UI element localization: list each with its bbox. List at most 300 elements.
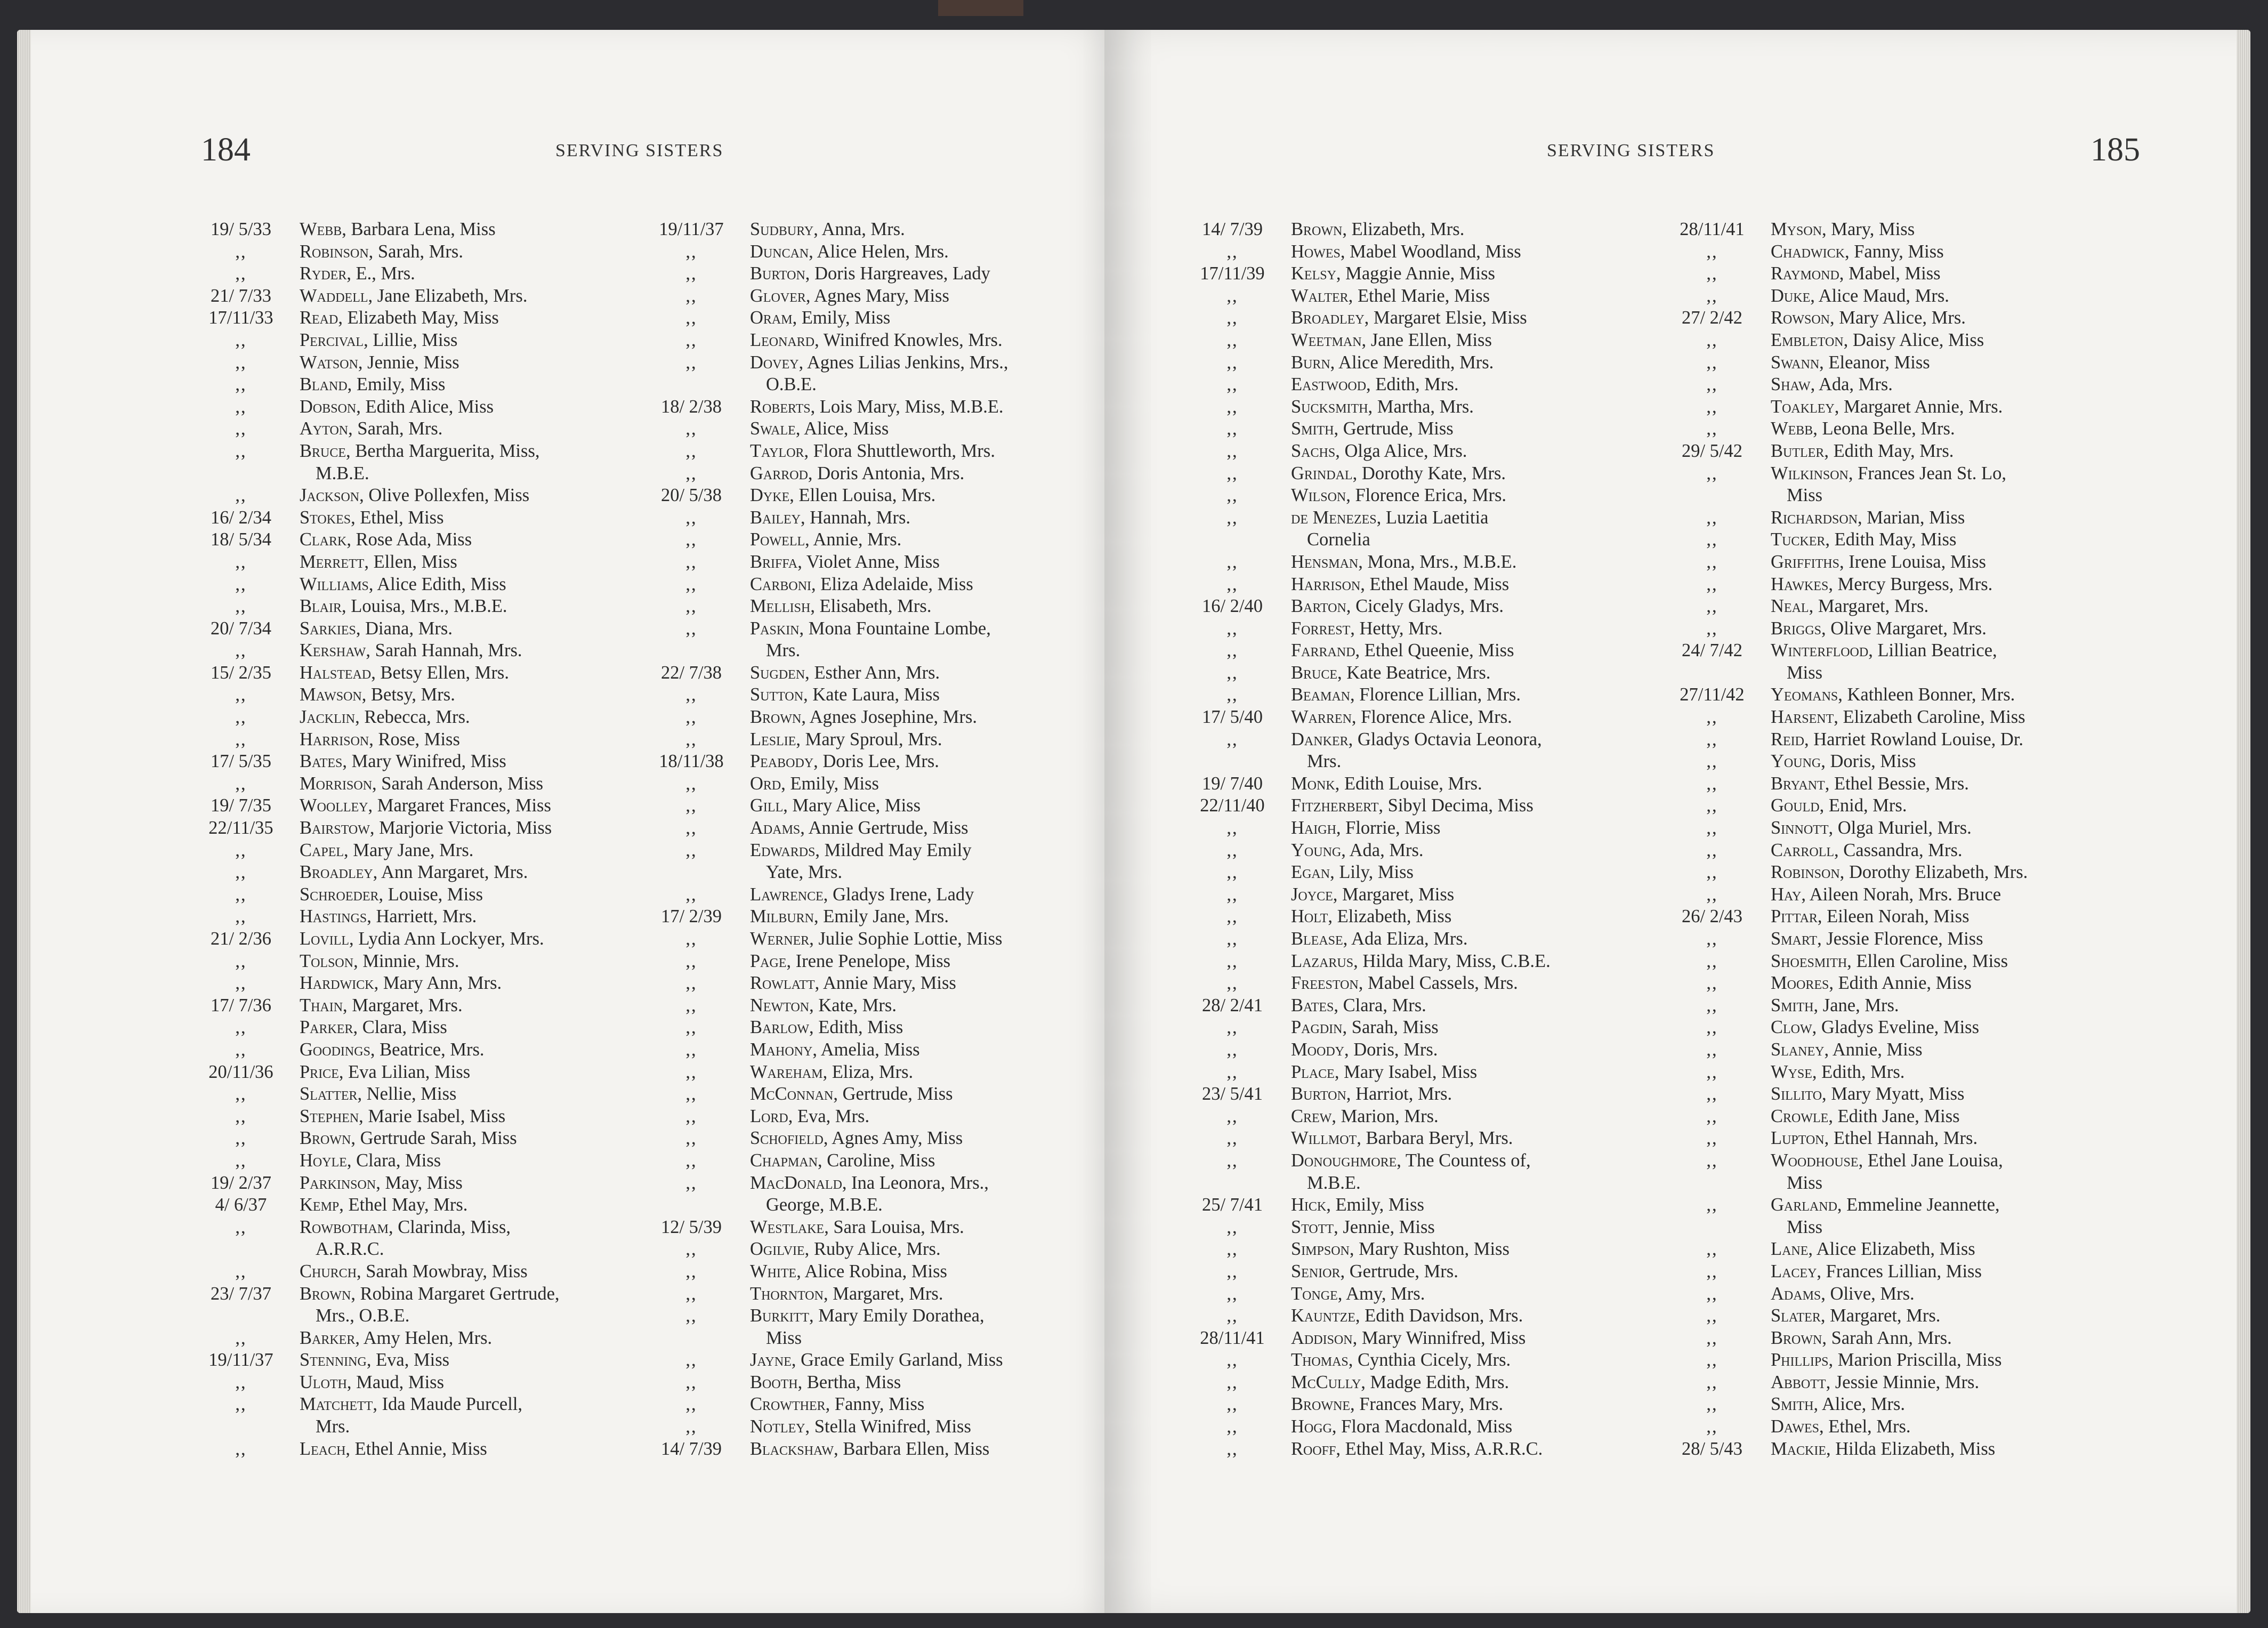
entry-given-names: Elizabeth, Mrs. [1351, 219, 1465, 239]
entry-name [1771, 884, 2001, 905]
entry-name [300, 241, 463, 262]
entry-date: ,, [1706, 418, 1718, 439]
entry-date: ,, [1226, 507, 1238, 528]
entry-date: ,, [1226, 884, 1238, 905]
entry-name [1291, 241, 1521, 262]
entry-given-names: Ethel May, Miss, A.R.R.C. [1345, 1438, 1543, 1459]
entry-date: ,, [1706, 1261, 1718, 1282]
entry-given-names: Mona, Mrs., M.B.E. [1367, 551, 1517, 572]
entry-name [1291, 1416, 1512, 1437]
entry-name [300, 1195, 467, 1215]
entry-date: ,, [1226, 862, 1238, 883]
entry-surname: Lacey, [1771, 1261, 1822, 1282]
entry-date: ,, [1706, 618, 1718, 639]
entry-date: ,, [685, 1283, 697, 1304]
entry-given-names: Dorothy Kate, Mrs. [1361, 463, 1506, 483]
entry-name [300, 906, 477, 927]
entry-date: 16/ 2/34 [210, 507, 272, 528]
entry-name [1291, 308, 1527, 328]
entry-date: ,, [1226, 1150, 1238, 1171]
entry-surname: Moody, [1291, 1039, 1349, 1060]
entry-name [1771, 374, 1893, 395]
entry-given-names: Diana, Mrs. [365, 618, 453, 639]
entry-date: ,, [1226, 241, 1238, 262]
entry-given-names: Kathleen Bonner, Mrs. [1847, 684, 2015, 705]
entry-date: ,, [1226, 485, 1238, 506]
entry-date: ,, [235, 862, 247, 883]
entry-surname: Kershaw, [300, 640, 370, 661]
entry-date: ,, [1706, 596, 1718, 617]
entry-surname: Slater, [1771, 1305, 1826, 1326]
entry-given-names: Nellie, Miss [366, 1084, 457, 1105]
entry-given-names: Jessie Minnie, Mrs. [1835, 1372, 1980, 1392]
entry-surname: Price, [300, 1061, 344, 1082]
entry-date: ,, [1226, 1372, 1238, 1392]
entry-name [750, 552, 940, 573]
entry-name [750, 1305, 984, 1326]
entry-name [1771, 1084, 1964, 1105]
entry-name [300, 1084, 456, 1105]
entry-name [300, 330, 457, 351]
entry-date: 14/ 7/39 [1201, 219, 1263, 239]
entry-surname: Morrison, [300, 773, 377, 794]
entry-name [1787, 485, 1822, 506]
entry-date: ,, [235, 1327, 247, 1348]
entry-given-names: Dorothy Elizabeth, Mrs. [1849, 862, 2028, 883]
entry-surname: Page, [750, 950, 792, 971]
entry-surname: Brown, [750, 707, 806, 728]
entry-given-names: Martha, Mrs. [1377, 396, 1474, 417]
entry-surname: Ogilvie, [750, 1239, 810, 1260]
entry-surname: Woolley, [300, 795, 373, 816]
entry-surname: Brown, [1291, 219, 1347, 239]
entry-name [750, 574, 973, 595]
entry-surname: Bailey, [750, 507, 805, 528]
entry-given-names: Edith Davidson, Mrs. [1365, 1305, 1523, 1326]
entry-name [1771, 1239, 1975, 1260]
entry-surname: Farrand, [1291, 640, 1360, 661]
entry-name [1787, 1217, 1822, 1238]
entry-surname: Barlow, [750, 1017, 814, 1038]
entry-surname: Hastings, [300, 906, 372, 927]
entry-name [750, 973, 956, 994]
entry-given-names: Clara, Miss [356, 1150, 441, 1171]
entry-date: ,, [235, 352, 247, 373]
entry-surname: Booth, [750, 1372, 803, 1392]
entry-name [1771, 618, 1987, 639]
entry-date: ,, [1226, 1416, 1238, 1437]
entry-surname: Schroeder, [300, 884, 384, 905]
entry-given-names: Ada, Mrs. [1349, 840, 1424, 860]
entry-date: ,, [1706, 884, 1718, 905]
entry-given-names: Miss [1787, 662, 1823, 683]
entry-given-names: Sarah, Miss [1351, 1017, 1439, 1038]
entry-name [1771, 1305, 1940, 1326]
left-page [17, 30, 1116, 1613]
entry-given-names: Florrie, Miss [1345, 818, 1441, 839]
entry-surname: Rowson, [1771, 308, 1835, 328]
entry-date: ,, [1226, 1239, 1238, 1260]
entry-surname: Kemp, [300, 1195, 344, 1215]
entry-surname: Crew, [1291, 1106, 1336, 1126]
entry-surname: Walter, [1291, 285, 1353, 306]
entry-name [1771, 263, 1941, 284]
entry-date: ,, [235, 396, 247, 417]
entry-date: 18/ 5/34 [210, 529, 272, 550]
entry-surname: Moores, [1771, 973, 1834, 994]
entry-date: ,, [1226, 1261, 1238, 1282]
entry-date: 29/ 5/42 [1681, 440, 1743, 461]
entry-date: ,, [1226, 1128, 1238, 1149]
entry-surname: Taylor, [750, 440, 809, 461]
entry-surname: Merrett, [300, 551, 369, 572]
entry-given-names: Alice Helen, Mrs. [817, 241, 949, 262]
entry-date: ,, [1226, 1039, 1238, 1060]
entry-given-names: Jane Ellen, Miss [1370, 329, 1492, 350]
entry-date: ,, [1706, 1416, 1718, 1437]
entry-given-names: Ada, Mrs. [1818, 374, 1893, 395]
entry-surname: Lawrence, [750, 884, 828, 905]
entry-date: ,, [1706, 1239, 1718, 1260]
entry-given-names: Madge Edith, Mrs. [1370, 1372, 1510, 1392]
entry-name [1771, 507, 1965, 528]
entry-surname: Burn, [1291, 352, 1335, 373]
entry-date: ,, [235, 374, 247, 395]
entry-surname: Stenning, [300, 1350, 372, 1371]
entry-date: ,, [685, 1106, 697, 1126]
entry-given-names: Hilda Mary, Miss, C.B.E. [1362, 950, 1551, 971]
entry-name [300, 1372, 444, 1393]
entry-surname: Stott, [1291, 1216, 1338, 1237]
entry-name [300, 1128, 517, 1149]
entry-given-names: Sibyl Decima, Miss [1387, 795, 1533, 816]
entry-date: ,, [685, 440, 697, 461]
entry-given-names: Doris, Miss [1830, 751, 1916, 772]
entry-given-names: Mrs. [766, 640, 801, 661]
entry-given-names: Gertrude, Miss [1343, 418, 1454, 439]
entry-name [1291, 1084, 1452, 1105]
entry-date: ,, [1706, 950, 1718, 971]
entry-given-names: Doris Antonia, Mrs. [817, 463, 965, 483]
entry-name [750, 773, 879, 794]
entry-name [300, 1106, 505, 1127]
entry-given-names: Mary Jane, Mrs. [353, 840, 474, 860]
entry-surname: Gill, [750, 795, 788, 816]
entry-given-names: Julie Sophie Lottie, Miss [818, 929, 1003, 949]
entry-surname: Forrest, [1291, 618, 1355, 639]
entry-surname: Hay, [1771, 884, 1806, 905]
entry-name [1291, 1150, 1531, 1171]
entry-name [1291, 995, 1426, 1016]
entry-surname: Addison, [1291, 1327, 1358, 1348]
entry-date: 23/ 5/41 [1201, 1084, 1263, 1105]
entry-surname: Willmot, [1291, 1128, 1361, 1149]
entry-surname: Thornton, [750, 1283, 828, 1304]
entry-given-names: Kate Laura, Miss [812, 684, 940, 705]
entry-surname: Tucker, [1771, 529, 1830, 550]
entry-given-names: Margaret, Mrs. [1830, 1305, 1941, 1326]
entry-name [1771, 929, 1983, 949]
entry-date: ,, [685, 263, 697, 284]
entry-date: ,, [685, 352, 697, 373]
entry-surname: Warren, [1291, 707, 1357, 728]
entry-name [1771, 1261, 1982, 1282]
entry-given-names: Ada Eliza, Mrs. [1351, 929, 1468, 949]
entry-date: ,, [685, 973, 697, 994]
entry-name [750, 485, 935, 506]
entry-given-names: Alice Meredith, Mrs. [1338, 352, 1494, 373]
entry-name [1771, 995, 1899, 1016]
entry-name [300, 485, 529, 506]
entry-name [1771, 574, 1992, 595]
entry-name [750, 219, 905, 240]
entry-name [300, 529, 472, 550]
entry-given-names: Emily, Miss [356, 374, 446, 395]
entry-given-names: Ellen Louisa, Mrs. [798, 485, 936, 506]
entry-given-names: Mary Myatt, Miss [1831, 1084, 1965, 1105]
entry-given-names: Olga Alice, Mrs. [1344, 440, 1467, 461]
entry-date: ,, [1706, 329, 1718, 350]
entry-name [1771, 1150, 2003, 1171]
entry-name [300, 951, 459, 972]
entry-given-names: Mabel Woodland, Miss [1350, 241, 1521, 262]
entry-date: ,, [235, 440, 247, 461]
entry-name [1291, 973, 1518, 994]
entry-date: ,, [1706, 1327, 1718, 1348]
entry-date: ,, [1226, 950, 1238, 971]
entry-name [1291, 684, 1521, 705]
entry-given-names: Bertha, Miss [806, 1372, 901, 1392]
entry-name [300, 308, 499, 328]
entry-given-names: Harriet Rowland Louise, Dr. [1813, 729, 2024, 749]
entry-name [1291, 1372, 1509, 1393]
entry-surname: Leonard, [750, 329, 819, 350]
entry-surname: Brown, [300, 1128, 356, 1149]
entry-date: 22/11/40 [1200, 795, 1265, 816]
entry-date: ,, [1706, 729, 1718, 749]
entry-surname: Rooff, [1291, 1438, 1341, 1459]
entry-date: 19/11/37 [208, 1350, 273, 1371]
entry-surname: Simpson, [1291, 1239, 1354, 1260]
entry-name [1291, 795, 1533, 816]
entry-surname: Capel, [300, 840, 349, 860]
entry-surname: Garland, [1771, 1195, 1842, 1215]
entry-name [1291, 884, 1454, 905]
entry-date: ,, [235, 973, 247, 994]
entry-name [1771, 1017, 1979, 1038]
entry-name [750, 1128, 963, 1149]
entry-surname: Leslie, [750, 729, 801, 749]
entry-date: 21/ 2/36 [210, 929, 272, 949]
entry-name [1291, 552, 1516, 573]
entry-surname: Danker, [1291, 729, 1353, 749]
entry-name [750, 840, 972, 861]
entry-surname: Newton, [750, 995, 814, 1016]
entry-date: ,, [235, 773, 247, 794]
entry-surname: Place, [1291, 1061, 1339, 1082]
entry-name [1771, 1394, 1905, 1415]
entry-date: ,, [685, 529, 697, 550]
entry-date: ,, [235, 1150, 247, 1171]
entry-surname: Phillips, [1771, 1350, 1834, 1371]
entry-name [300, 552, 457, 573]
entry-date: ,, [1706, 1372, 1718, 1392]
entry-name [1291, 773, 1482, 794]
entry-given-names: Olive, Mrs. [1830, 1283, 1915, 1304]
entry-name [300, 1217, 511, 1238]
entry-date: ,, [1226, 929, 1238, 949]
entry-date: 28/ 5/43 [1681, 1438, 1743, 1459]
entry-name [1291, 1439, 1543, 1460]
entry-name [1291, 1305, 1523, 1326]
entry-surname: Brown, [1771, 1327, 1827, 1348]
entry-date: ,, [685, 1239, 697, 1260]
entry-name [1771, 751, 1916, 772]
entry-surname: Sucksmith, [1291, 396, 1373, 417]
entry-given-names: Rebecca, Mrs. [364, 707, 470, 728]
entry-name [750, 1106, 869, 1127]
entry-given-names: Elisabeth, Mrs. [819, 596, 932, 617]
running-header: SERVING SISTERS [1547, 141, 1715, 160]
entry-surname: Glover, [750, 285, 811, 306]
entry-surname: Young, [1771, 751, 1826, 772]
entry-name [1291, 485, 1506, 506]
entry-date: ,, [235, 485, 247, 506]
entry-name [300, 1284, 560, 1304]
entry-given-names: Marion, Mrs. [1341, 1106, 1439, 1126]
entry-given-names: Bertha Marguerita, Miss, [355, 440, 540, 461]
entry-surname: Stephen, [300, 1106, 364, 1126]
entry-given-names: Ethel Marie, Miss [1357, 285, 1490, 306]
entry-name [750, 1173, 989, 1194]
entry-surname: Hick, [1291, 1195, 1331, 1215]
entry-given-names: Flora Macdonald, Miss [1341, 1416, 1513, 1437]
entry-given-names: Ethel, Miss [360, 507, 444, 528]
entry-name [316, 1416, 350, 1437]
entry-surname: Hensman, [1291, 551, 1363, 572]
entry-given-names: Amy Helen, Mrs. [363, 1327, 493, 1348]
entry-given-names: Harriett, Mrs. [376, 906, 477, 927]
entry-name [1291, 640, 1514, 661]
entry-date: 12/ 5/39 [660, 1216, 722, 1237]
entry-given-names: Eleanor, Miss [1828, 352, 1930, 373]
entry-date: 17/ 7/36 [210, 995, 272, 1016]
entry-date: ,, [1706, 551, 1718, 572]
entry-surname: MacDonald, [750, 1172, 847, 1193]
entry-surname: Werner, [750, 929, 814, 949]
entry-surname: Webb, [1771, 418, 1818, 439]
entry-date: ,, [1706, 840, 1718, 860]
entry-surname: Dovey, [750, 352, 804, 373]
entry-surname: Mellish, [750, 596, 815, 617]
entry-name [750, 1150, 935, 1171]
entry-name [300, 729, 460, 750]
entry-name [1771, 1284, 1915, 1304]
entry-surname: Read, [300, 308, 343, 328]
entry-given-names: Emily, Miss [801, 308, 891, 328]
entry-date: ,, [1706, 374, 1718, 395]
entry-surname: Garrod, [750, 463, 813, 483]
entry-surname: Matchett, [300, 1394, 377, 1415]
entry-surname: Tonge, [1291, 1283, 1343, 1304]
entry-given-names: Clarinda, Miss, [398, 1216, 511, 1237]
entry-given-names: Edith, Mrs. [1821, 1061, 1905, 1082]
entry-given-names: Marian, Miss [1867, 507, 1965, 528]
entry-surname: Burkitt, [750, 1305, 814, 1326]
entry-given-names: Mabel Cassels, Mrs. [1368, 973, 1518, 994]
entry-date: ,, [685, 818, 697, 839]
entry-given-names: Jane Elizabeth, Mrs. [377, 285, 528, 306]
entry-date: ,, [235, 1017, 247, 1038]
entry-date: ,, [1226, 1305, 1238, 1326]
entry-given-names: Ethel Jane Louisa, [1867, 1150, 2003, 1171]
entry-surname: Webb, [300, 219, 346, 239]
entry-given-names: Ethel, Mrs. [1828, 1416, 1911, 1437]
entry-name [750, 618, 991, 639]
entry-surname: Wilkinson, [1771, 463, 1853, 483]
entry-name [1291, 219, 1464, 240]
entry-given-names: M.B.E. [1307, 1172, 1361, 1193]
entry-surname: Sugden, [750, 662, 810, 683]
entry-given-names: Ethel Hannah, Mrs. [1833, 1128, 1978, 1149]
entry-name [750, 751, 939, 772]
entry-surname: Smith, [1771, 995, 1819, 1016]
entry-surname: Lazarus, [1291, 950, 1358, 971]
entry-surname: Duke, [1771, 285, 1815, 306]
entry-name [1291, 862, 1414, 883]
entry-surname: Dyke, [750, 485, 794, 506]
entry-given-names: Margaret, Mrs. [833, 1283, 943, 1304]
entry-name [750, 995, 897, 1016]
entry-given-names: Eliza Adelaide, Miss [820, 574, 973, 594]
entry-name [300, 663, 509, 683]
entry-given-names: Gertrude, Mrs. [1349, 1261, 1458, 1282]
entry-surname: Carboni, [750, 574, 816, 594]
entry-surname: Blackshaw, [750, 1438, 838, 1459]
entry-name [300, 286, 527, 307]
entry-date: ,, [235, 1372, 247, 1392]
entry-date: ,, [685, 995, 697, 1016]
entry-date: ,, [235, 640, 247, 661]
entry-date: ,, [235, 1261, 247, 1282]
entry-surname: Brown, [300, 1283, 356, 1304]
entry-date: ,, [235, 241, 247, 262]
entry-surname: Swann, [1771, 352, 1824, 373]
entry-given-names: Emily, Miss [1335, 1195, 1424, 1215]
entry-date: ,, [1706, 463, 1718, 483]
entry-given-names: Ethel Annie, Miss [354, 1438, 487, 1459]
entry-surname: Edwards, [750, 840, 820, 860]
entry-name [1291, 1062, 1477, 1083]
entry-name [300, 1062, 470, 1083]
entry-date: ,, [685, 1305, 697, 1326]
entry-name [1771, 773, 1969, 794]
entry-surname: Chapman, [750, 1150, 822, 1171]
entry-given-names: Agnes Mary, Miss [814, 285, 949, 306]
entry-given-names: Hetty, Mrs. [1359, 618, 1443, 639]
entry-date: 16/ 2/40 [1201, 596, 1263, 617]
entry-name [1771, 1416, 1911, 1437]
entry-name [766, 374, 817, 395]
entry-given-names: Enid, Mrs. [1828, 795, 1907, 816]
entry-given-names: Clara, Mrs. [1343, 995, 1426, 1016]
entry-date: ,, [685, 729, 697, 749]
entry-surname: Toakley, [1771, 396, 1839, 417]
entry-surname: Wyse, [1771, 1061, 1817, 1082]
entry-date: ,, [1706, 1283, 1718, 1304]
entry-name [1771, 795, 1907, 816]
entry-name [1771, 1195, 2000, 1215]
